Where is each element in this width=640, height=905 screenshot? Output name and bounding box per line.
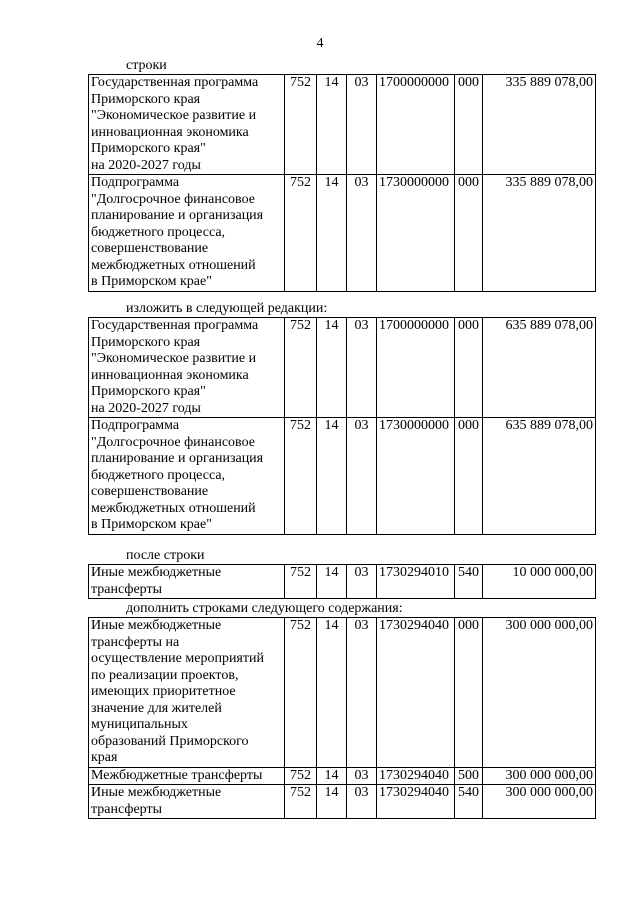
cell-cs: 1730294010	[377, 565, 455, 599]
cell-cs: 1700000000	[377, 318, 455, 418]
cell-sum: 335 889 078,00	[483, 75, 596, 175]
cell-pr: 03	[347, 75, 377, 175]
name-line: Приморского края"	[91, 384, 206, 399]
name-line: Межбюджетные трансферты	[91, 767, 263, 783]
cell-cs: 1730294040	[377, 785, 455, 819]
cell-pr: 03	[347, 618, 377, 768]
cell-cs: 1730294040	[377, 767, 455, 785]
name-line: Подпрограмма	[91, 418, 180, 433]
caption-rows: строки	[126, 58, 167, 73]
name-line: на 2020-2027 годы	[91, 157, 201, 173]
name-line: бюджетного процесса,	[91, 224, 226, 240]
cell-gr: 752	[285, 565, 317, 599]
name-line: в Приморском крае"	[91, 517, 212, 532]
cell-vr: 000	[455, 75, 483, 175]
table-original-rows	[88, 74, 596, 292]
name-line: трансферты на	[91, 634, 180, 650]
table-row	[89, 565, 596, 599]
cell-rz: 14	[317, 175, 347, 292]
cell-rz: 14	[317, 767, 347, 785]
name-line: Приморского края	[91, 334, 201, 350]
cell-sum: 635 889 078,00	[483, 318, 596, 418]
cell-name	[89, 767, 285, 785]
cell-gr: 752	[285, 618, 317, 768]
cell-name	[89, 318, 285, 418]
cell-pr: 03	[347, 175, 377, 292]
table-after-row	[88, 564, 596, 599]
name-line: Государственная программа	[91, 75, 259, 90]
cell-cs: 1730000000	[377, 175, 455, 292]
cell-gr: 752	[285, 175, 317, 292]
name-line: края	[91, 750, 118, 765]
table-row	[89, 175, 596, 292]
cell-vr: 540	[455, 565, 483, 599]
cell-name	[89, 75, 285, 175]
table-row	[89, 767, 596, 785]
name-line: совершенствование	[91, 484, 209, 499]
name-line: на 2020-2027 годы	[91, 400, 201, 416]
cell-name	[89, 565, 285, 599]
table-row	[89, 618, 596, 768]
cell-sum: 335 889 078,00	[483, 175, 596, 292]
name-line: в Приморском крае"	[91, 274, 212, 289]
cell-vr: 540	[455, 785, 483, 819]
page-number: 4	[316, 36, 324, 51]
name-line: Приморского края	[91, 91, 201, 107]
table-new-edition-rows	[88, 317, 596, 535]
cell-name	[89, 175, 285, 292]
cell-sum: 10 000 000,00	[483, 565, 596, 599]
cell-vr: 000	[455, 175, 483, 292]
cell-name	[89, 418, 285, 535]
cell-rz: 14	[317, 618, 347, 768]
name-line: планирование и организация	[91, 208, 264, 223]
cell-rz: 14	[317, 785, 347, 819]
name-line: "Экономическое развитие и	[91, 351, 257, 366]
name-line: по реализации проектов,	[91, 667, 239, 683]
cell-vr: 000	[455, 418, 483, 535]
cell-pr: 03	[347, 318, 377, 418]
name-line: значение для жителей	[91, 700, 222, 716]
cell-pr: 03	[347, 767, 377, 785]
caption-add-rows: дополнить строками следующего содержания:	[126, 601, 403, 616]
cell-sum: 300 000 000,00	[483, 767, 596, 785]
name-line: инновационная экономика	[91, 124, 249, 140]
table-row	[89, 318, 596, 418]
cell-gr: 752	[285, 767, 317, 785]
name-line: "Долгосрочное финансовое	[91, 191, 255, 207]
table-row	[89, 418, 596, 535]
name-line: трансферты	[91, 581, 163, 597]
cell-pr: 03	[347, 565, 377, 599]
table-row	[89, 785, 596, 819]
cell-pr: 03	[347, 785, 377, 819]
cell-sum: 635 889 078,00	[483, 418, 596, 535]
name-line: Государственная программа	[91, 318, 259, 333]
cell-name	[89, 785, 285, 819]
cell-vr: 000	[455, 618, 483, 768]
cell-vr: 500	[455, 767, 483, 785]
name-line: трансферты	[91, 801, 163, 817]
name-line: муниципальных	[91, 717, 188, 732]
name-line: Подпрограмма	[91, 175, 180, 190]
name-line: Иные межбюджетные	[91, 785, 222, 800]
cell-gr: 752	[285, 75, 317, 175]
name-line: "Долгосрочное финансовое	[91, 434, 255, 450]
name-line: межбюджетных отношений	[91, 257, 256, 273]
cell-gr: 752	[285, 418, 317, 535]
caption-after-row: после строки	[126, 548, 205, 563]
cell-sum: 300 000 000,00	[483, 618, 596, 768]
name-line: планирование и организация	[91, 451, 264, 466]
name-line: "Экономическое развитие и	[91, 108, 257, 123]
cell-cs: 1730294040	[377, 618, 455, 768]
name-line: межбюджетных отношений	[91, 500, 256, 516]
table-added-rows	[88, 617, 596, 819]
name-line: Иные межбюджетные	[91, 618, 222, 633]
name-line: имеющих приоритетное	[91, 684, 236, 699]
cell-sum: 300 000 000,00	[483, 785, 596, 819]
cell-vr: 000	[455, 318, 483, 418]
cell-rz: 14	[317, 565, 347, 599]
name-line: образований Приморского	[91, 733, 249, 749]
cell-pr: 03	[347, 418, 377, 535]
name-line: совершенствование	[91, 241, 209, 256]
cell-rz: 14	[317, 318, 347, 418]
cell-cs: 1730000000	[377, 418, 455, 535]
name-line: инновационная экономика	[91, 367, 249, 383]
cell-name	[89, 618, 285, 768]
name-line: бюджетного процесса,	[91, 467, 226, 483]
caption-new-edition: изложить в следующей редакции:	[126, 301, 328, 316]
cell-rz: 14	[317, 418, 347, 535]
cell-rz: 14	[317, 75, 347, 175]
cell-gr: 752	[285, 318, 317, 418]
name-line: осуществление мероприятий	[91, 651, 264, 666]
cell-gr: 752	[285, 785, 317, 819]
table-row	[89, 75, 596, 175]
name-line: Иные межбюджетные	[91, 565, 222, 580]
cell-cs: 1700000000	[377, 75, 455, 175]
name-line: Приморского края"	[91, 141, 206, 156]
